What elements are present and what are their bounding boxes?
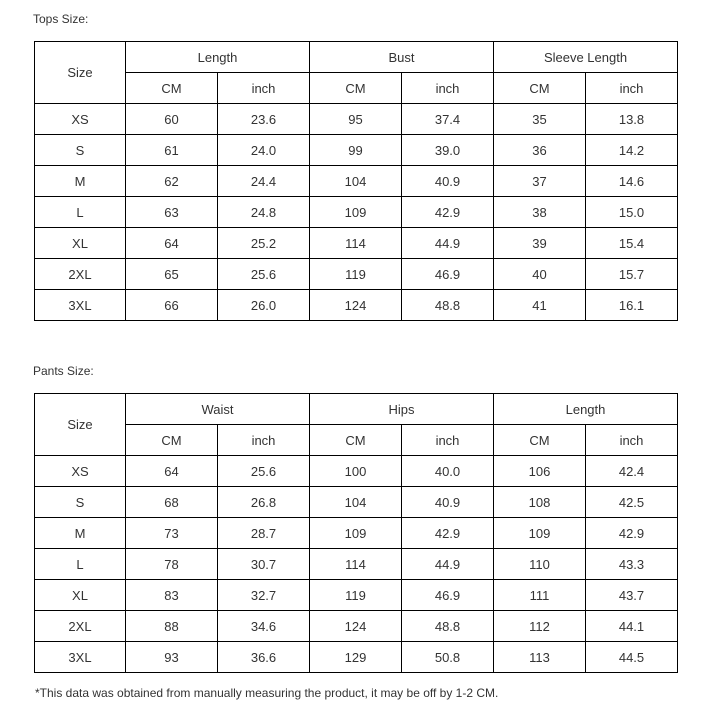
table-row — [35, 290, 678, 321]
size-cell: 2XL — [35, 611, 126, 642]
table-row — [35, 549, 678, 580]
header-row — [35, 42, 678, 73]
unit-header: inch — [586, 73, 678, 104]
measurement-cell: 88 — [126, 611, 218, 642]
measurement-cell: 124 — [310, 290, 402, 321]
measurement-cell: 25.2 — [218, 228, 310, 259]
measurement-cell: 65 — [126, 259, 218, 290]
measurement-cell: 24.0 — [218, 135, 310, 166]
measurement-cell: 78 — [126, 549, 218, 580]
group-header: Length — [126, 42, 310, 73]
measurement-cell: 28.7 — [218, 518, 310, 549]
measurement-cell: 104 — [310, 487, 402, 518]
measurement-cell: 43.3 — [586, 549, 678, 580]
measurement-cell: 15.4 — [586, 228, 678, 259]
unit-header: CM — [310, 73, 402, 104]
measurement-cell: 40.0 — [402, 456, 494, 487]
unit-header: CM — [126, 73, 218, 104]
table-row — [35, 259, 678, 290]
measurement-cell: 30.7 — [218, 549, 310, 580]
measurement-cell: 32.7 — [218, 580, 310, 611]
measurement-cell: 129 — [310, 642, 402, 673]
pants-size-table — [34, 393, 678, 673]
measurement-cell: 114 — [310, 549, 402, 580]
measurement-cell: 40.9 — [402, 166, 494, 197]
table-row — [35, 611, 678, 642]
group-header: Length — [494, 394, 678, 425]
measurement-cell: 44.5 — [586, 642, 678, 673]
measurement-cell: 63 — [126, 197, 218, 228]
measurement-cell: 61 — [126, 135, 218, 166]
measurement-cell: 44.1 — [586, 611, 678, 642]
measurement-cell: 109 — [310, 197, 402, 228]
measurement-cell: 48.8 — [402, 290, 494, 321]
measurement-cell: 40.9 — [402, 487, 494, 518]
size-cell: XL — [35, 228, 126, 259]
measurement-cell: 42.4 — [586, 456, 678, 487]
measurement-cell: 99 — [310, 135, 402, 166]
size-cell: 3XL — [35, 642, 126, 673]
measurement-cell: 44.9 — [402, 549, 494, 580]
measurement-cell: 34.6 — [218, 611, 310, 642]
measurement-cell: 111 — [494, 580, 586, 611]
measurement-cell: 37.4 — [402, 104, 494, 135]
measurement-cell: 114 — [310, 228, 402, 259]
measurement-cell: 110 — [494, 549, 586, 580]
measurement-cell: 44.9 — [402, 228, 494, 259]
size-cell: L — [35, 197, 126, 228]
measurement-cell: 46.9 — [402, 580, 494, 611]
size-cell: XS — [35, 104, 126, 135]
measurement-cell: 14.6 — [586, 166, 678, 197]
measurement-cell: 100 — [310, 456, 402, 487]
measurement-cell: 119 — [310, 580, 402, 611]
unit-header: inch — [402, 425, 494, 456]
size-header: Size — [35, 42, 126, 104]
measurement-cell: 42.9 — [402, 518, 494, 549]
measurement-cell: 36.6 — [218, 642, 310, 673]
measurement-cell: 15.7 — [586, 259, 678, 290]
measurement-cell: 42.9 — [586, 518, 678, 549]
measurement-cell: 73 — [126, 518, 218, 549]
measurement-cell: 48.8 — [402, 611, 494, 642]
measurement-cell: 24.8 — [218, 197, 310, 228]
measurement-cell: 50.8 — [402, 642, 494, 673]
table-row — [35, 456, 678, 487]
measurement-cell: 16.1 — [586, 290, 678, 321]
measurement-cell: 112 — [494, 611, 586, 642]
measurement-cell: 40 — [494, 259, 586, 290]
measurement-cell: 83 — [126, 580, 218, 611]
measurement-cell: 62 — [126, 166, 218, 197]
table-row — [35, 197, 678, 228]
measurement-cell: 39.0 — [402, 135, 494, 166]
measurement-cell: 42.9 — [402, 197, 494, 228]
measurement-cell: 60 — [126, 104, 218, 135]
measurement-cell: 41 — [494, 290, 586, 321]
group-header: Waist — [126, 394, 310, 425]
measurement-cell: 109 — [310, 518, 402, 549]
measurement-cell: 23.6 — [218, 104, 310, 135]
table-row — [35, 166, 678, 197]
size-cell: M — [35, 518, 126, 549]
measurement-cell: 108 — [494, 487, 586, 518]
unit-header: inch — [218, 73, 310, 104]
unit-row — [35, 73, 678, 104]
measurement-cell: 15.0 — [586, 197, 678, 228]
measurement-cell: 37 — [494, 166, 586, 197]
tops-size-table — [34, 41, 678, 321]
measurement-cell: 93 — [126, 642, 218, 673]
measurement-cell: 104 — [310, 166, 402, 197]
measurement-footnote: *This data was obtained from manually measuring the product, it may be off by 1-2 CM. — [35, 686, 499, 700]
table-row — [35, 135, 678, 166]
measurement-cell: 24.4 — [218, 166, 310, 197]
pants-size-caption: Pants Size: — [33, 364, 94, 378]
size-cell: M — [35, 166, 126, 197]
table-row — [35, 642, 678, 673]
measurement-cell: 46.9 — [402, 259, 494, 290]
measurement-cell: 38 — [494, 197, 586, 228]
unit-header: inch — [402, 73, 494, 104]
measurement-cell: 43.7 — [586, 580, 678, 611]
tops-size-caption: Tops Size: — [33, 12, 89, 26]
group-header: Hips — [310, 394, 494, 425]
measurement-cell: 66 — [126, 290, 218, 321]
measurement-cell: 64 — [126, 228, 218, 259]
header-row — [35, 394, 678, 425]
measurement-cell: 124 — [310, 611, 402, 642]
measurement-cell: 68 — [126, 487, 218, 518]
table-row — [35, 104, 678, 135]
table-row — [35, 518, 678, 549]
measurement-cell: 106 — [494, 456, 586, 487]
measurement-cell: 109 — [494, 518, 586, 549]
measurement-cell: 25.6 — [218, 259, 310, 290]
measurement-cell: 113 — [494, 642, 586, 673]
group-header: Sleeve Length — [494, 42, 678, 73]
table-row — [35, 580, 678, 611]
size-header: Size — [35, 394, 126, 456]
group-header: Bust — [310, 42, 494, 73]
measurement-cell: 25.6 — [218, 456, 310, 487]
measurement-cell: 42.5 — [586, 487, 678, 518]
table-row — [35, 487, 678, 518]
size-cell: S — [35, 487, 126, 518]
measurement-cell: 64 — [126, 456, 218, 487]
measurement-cell: 36 — [494, 135, 586, 166]
measurement-cell: 35 — [494, 104, 586, 135]
size-cell: XL — [35, 580, 126, 611]
unit-row — [35, 425, 678, 456]
measurement-cell: 39 — [494, 228, 586, 259]
size-cell: L — [35, 549, 126, 580]
size-cell: 3XL — [35, 290, 126, 321]
unit-header: CM — [494, 73, 586, 104]
measurement-cell: 14.2 — [586, 135, 678, 166]
measurement-cell: 119 — [310, 259, 402, 290]
unit-header: CM — [126, 425, 218, 456]
unit-header: inch — [218, 425, 310, 456]
measurement-cell: 13.8 — [586, 104, 678, 135]
unit-header: CM — [494, 425, 586, 456]
size-cell: XS — [35, 456, 126, 487]
table-row — [35, 228, 678, 259]
unit-header: inch — [586, 425, 678, 456]
measurement-cell: 26.8 — [218, 487, 310, 518]
unit-header: CM — [310, 425, 402, 456]
size-cell: S — [35, 135, 126, 166]
size-cell: 2XL — [35, 259, 126, 290]
measurement-cell: 95 — [310, 104, 402, 135]
measurement-cell: 26.0 — [218, 290, 310, 321]
